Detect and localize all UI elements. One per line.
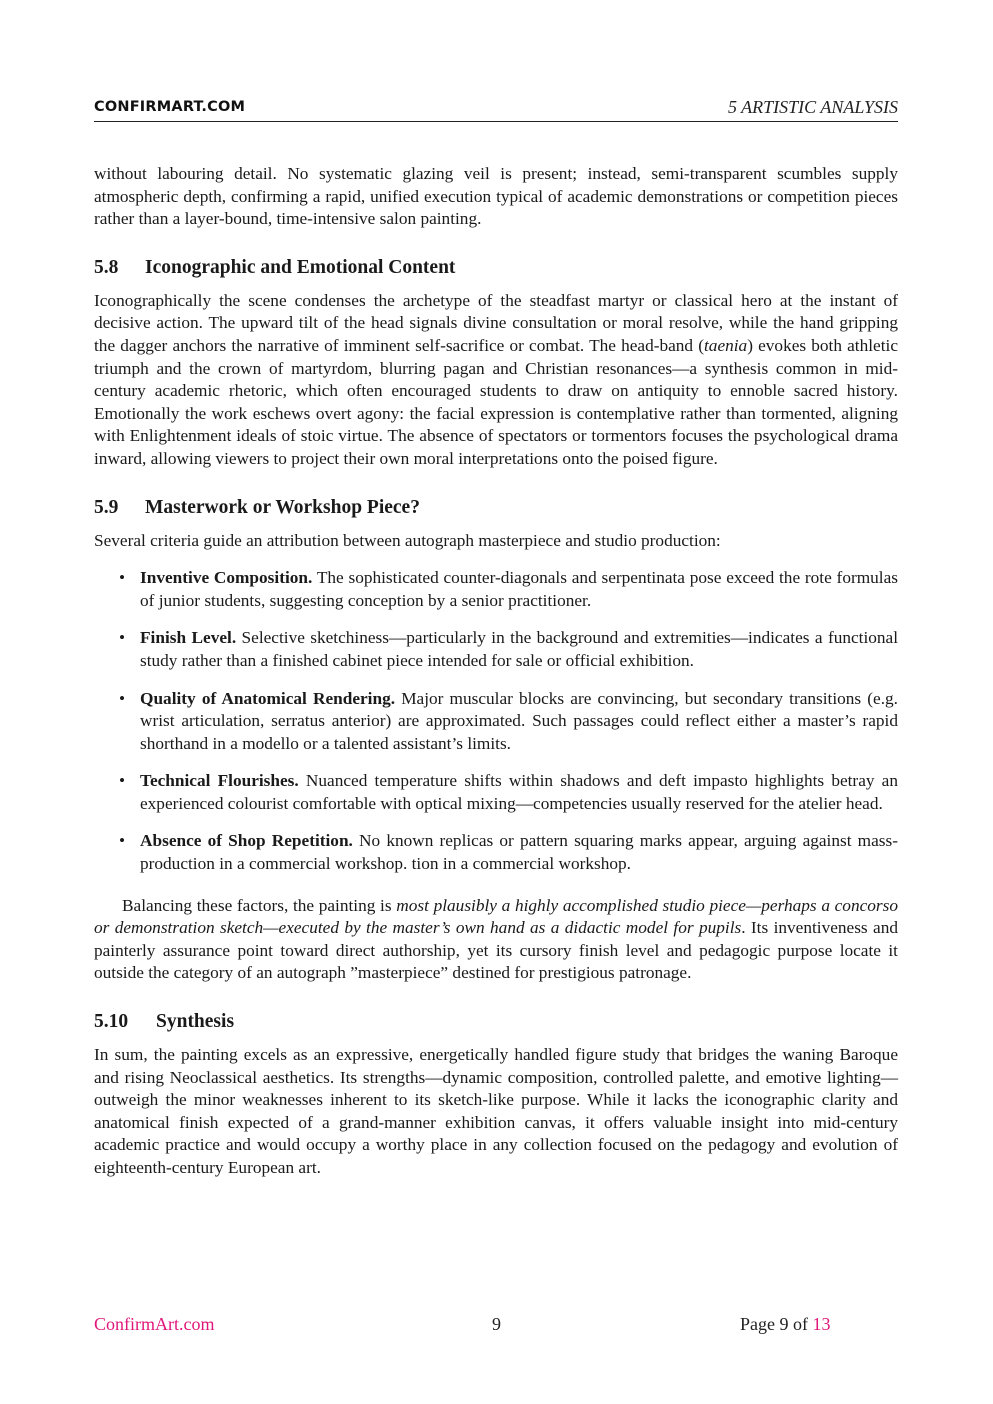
list-item	[94, 770, 898, 815]
site-logo: CONFIRMART.COM	[94, 99, 246, 115]
text-run: Iconographically the scene condenses the archetype of the steadfast martyr or classical hero at the instant of decisive action. The upward tilt of the head signals divine consultation or moral resolve, while the hand gripping the dagger anchors the narrative of imminent self-sacrifice or combat. The head-band (	[94, 290, 898, 355]
italic-passage: most plausibly a highly accomplished studio piece—perhaps a concorso or demonstration sketch—executed by the master’s own hand as a didactic model for pupils	[94, 895, 898, 938]
list-item-text: The sophisticated counter-diagonals and serpentinata pose exceed the rote formulas of junior students, suggesting conception by a senior practitioner.	[140, 568, 898, 610]
list-item-text: No known replicas or pattern squaring marks appear, arguing against mass-production in a commercial workshop. tion in a commercial workshop.	[140, 831, 898, 874]
section-title: Synthesis	[156, 1011, 235, 1033]
page-count-label: Page 9 of	[740, 1314, 813, 1334]
footer-page-count	[740, 1314, 830, 1335]
section-5-9-conclusion	[94, 895, 898, 985]
page-content	[94, 163, 898, 1180]
section-number: 5.9	[94, 496, 119, 518]
text-run: Balancing these factors, the painting is	[122, 895, 397, 915]
list-item	[94, 688, 898, 756]
page-total-link[interactable]: 13	[812, 1314, 831, 1334]
section-5-9-lead: Several criteria guide an attribution between autograph masterpiece and studio production:	[94, 530, 721, 550]
text-run: ) evokes both athletic triumph and the crown of martyrdom, blurring pagan and Christian resonances—a synthesis common in mid-century academic rhetoric, which often encouraged students to draw on antiquity to ennoble sacred history. Emotionally the work eschews overt agony: the facial expression is contemplative rather than tormented, aligning with Enlightenment ideals of stoic virtue. The absence of spectators or tormentors focuses the psychological drama inward, allowing viewers to project their own moral interpretations onto the poised figure.	[94, 335, 898, 468]
section-5-8-paragraph	[94, 290, 898, 471]
list-item-text: Selective sketchiness—particularly in the background and extremities—indicates a functional study rather than a finished cabinet piece intended for sale or official exhibition.	[140, 628, 898, 670]
footer-site-link[interactable]: ConfirmArt.com	[94, 1314, 215, 1334]
list-item-term: Technical Flourishes.	[140, 771, 299, 791]
page-header	[94, 97, 898, 122]
list-item-term: Finish Level.	[140, 628, 237, 648]
text-run: . Its inventiveness and painterly assurance point toward direct authorship, yet its cursory finish level and pedagogic purpose locate it outside the category of an autograph ”masterpiece” destined for prestigious patronage.	[94, 918, 898, 983]
section-title: Iconographic and Emotional Content	[145, 256, 456, 278]
running-head: 5 ARTISTIC ANALYSIS	[727, 97, 898, 117]
list-item-term: Quality of Anatomical Rendering.	[140, 688, 396, 708]
section-heading-5-9	[94, 496, 898, 520]
list-item	[94, 567, 898, 612]
section-heading-5-10	[94, 1010, 898, 1034]
section-number: 5.8	[94, 256, 119, 278]
intro-paragraph: without labouring detail. No systematic glazing veil is present; instead, semi-transparent scumbles supply atmospheric depth, confirming a rapid, unified execution typical of academic demonstrations or competition pieces rather than a layer-bound, time-intensive salon painting.	[94, 164, 898, 229]
list-item-term: Absence of Shop Repetition.	[140, 831, 353, 851]
section-number: 5.10	[94, 1011, 129, 1033]
list-item-text: Nuanced temperature shifts within shadows and deft impasto highlights betray an experienced colourist comfortable with optical mixing—competencies usually reserved for the atelier head.	[140, 771, 898, 813]
section-5-10-paragraph: In sum, the painting excels as an expressive, energetically handled figure study that bridges the waning Baroque and rising Neoclassical aesthetics. Its strengths—dynamic composition, controlled palette, and emotive lighting—outweigh the minor weaknesses inherent to its sketch-like purpose. While it lacks the iconographic clarity and anatomical finish expected of a grand-manner exhibition canvas, it offers valuable insight into mid-century academic practice and would occupy a worthy place in any collection focused on the pedagogy and evolution of eighteenth-century European art.	[94, 1045, 898, 1177]
list-item	[94, 627, 898, 672]
italic-term: taenia	[704, 335, 748, 355]
section-title: Masterwork or Workshop Piece?	[145, 496, 420, 518]
criteria-list	[94, 567, 898, 876]
list-item-text: Major muscular blocks are convincing, but secondary transitions (e.g. wrist articulation, serratus anterior) are approximated. Such passages could reflect either a master’s rapid shorthand in a modello or a talented assistant’s limits.	[140, 688, 898, 753]
list-item	[94, 830, 898, 875]
list-item-term: Inventive Composition.	[140, 568, 313, 588]
section-heading-5-8	[94, 256, 898, 280]
footer-page-number: 9	[492, 1314, 501, 1334]
